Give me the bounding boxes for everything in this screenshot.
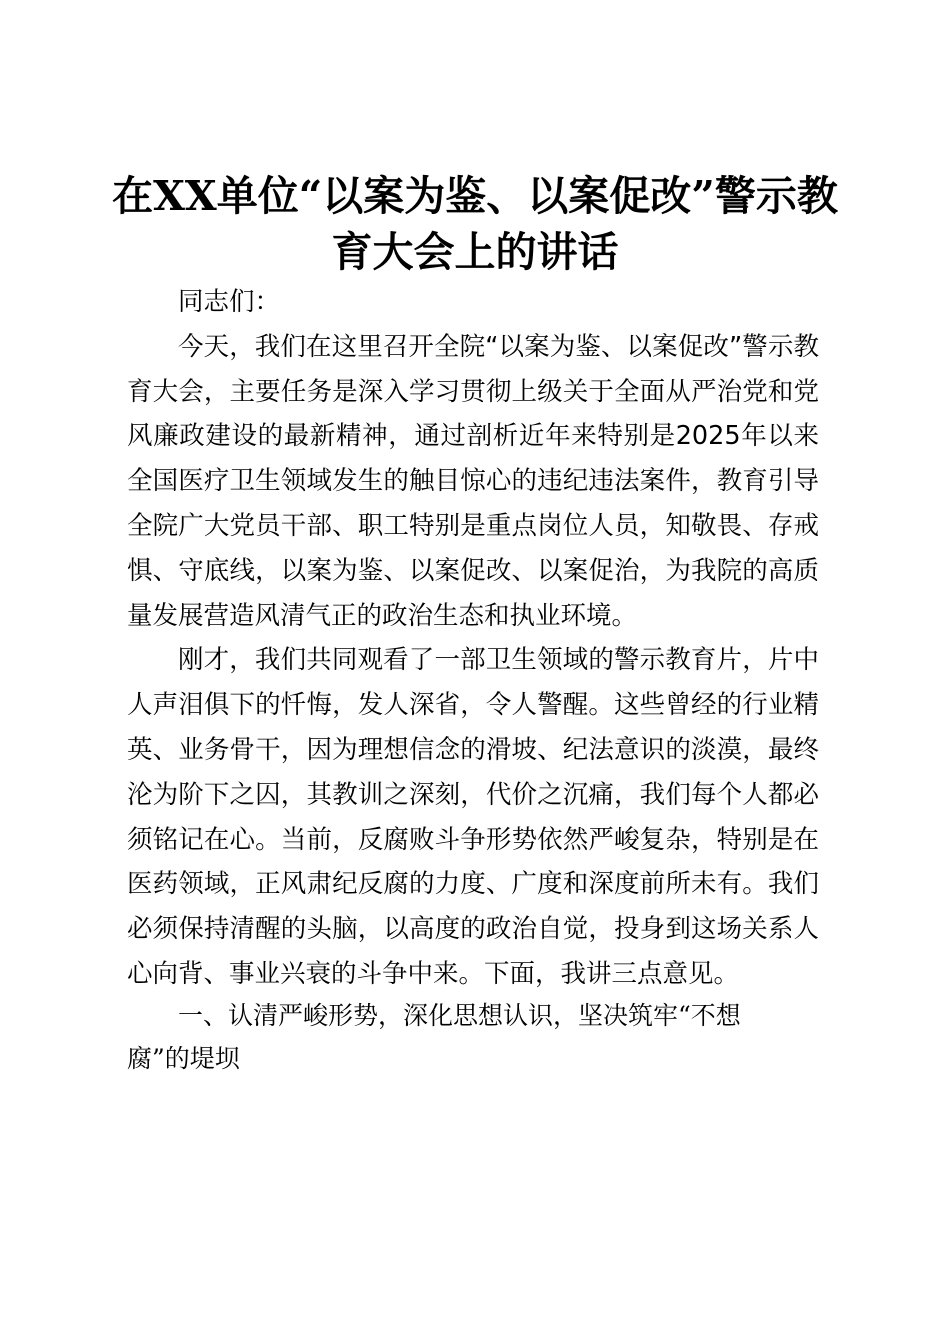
paragraph-intro: 今天，我们在这里召开全院“以案为鉴、以案促改”警示教育大会，主要任务是深入学习贯彻上级关于全面从严治党和党风廉政建设的最新精神，通过剖析近年来特别是2025年以来全国医疗卫生领域发生的触目惊心的违纪违法案件，教育引导全院广大党员干部、职工特别是重点岗位人员，知敬畏、存戒惧、守底线，以案为鉴、以案促改、以案促治，为我院的高质量发展营造风清气正的政治生态和执业环境。	[127, 331, 819, 631]
section-heading-one: 一、认清严峻形势，深化思想认识，坚决筑牢“不想腐”的堤坝	[127, 1001, 741, 1073]
document-title: 在XX单位“以案为鉴、以案促改”警示教育大会上的讲话	[112, 172, 838, 276]
salutation: 同志们：	[178, 287, 281, 317]
document-body	[127, 280, 819, 997]
paragraph-video-reflection: 刚才，我们共同观看了一部卫生领域的警示教育片，片中人声泪俱下的忏悔，发人深省，令人警醒。这些曾经的行业精英、业务骨干，因为理想信念的滑坡、纪法意识的淡漠，最终沦为阶下之囚，其教训之深刻，代价之沉痛，我们每个人都必须铭记在心。当前，反腐败斗争形势依然严峻复杂，特别是在医药领域，正风肃纪反腐的力度、广度和深度前所未有。我们必须保持清醒的头脑，以高度的政治自觉，投身到这场关系人心向背、事业兴衰的斗争中来。下面，我讲三点意见。	[127, 645, 819, 989]
